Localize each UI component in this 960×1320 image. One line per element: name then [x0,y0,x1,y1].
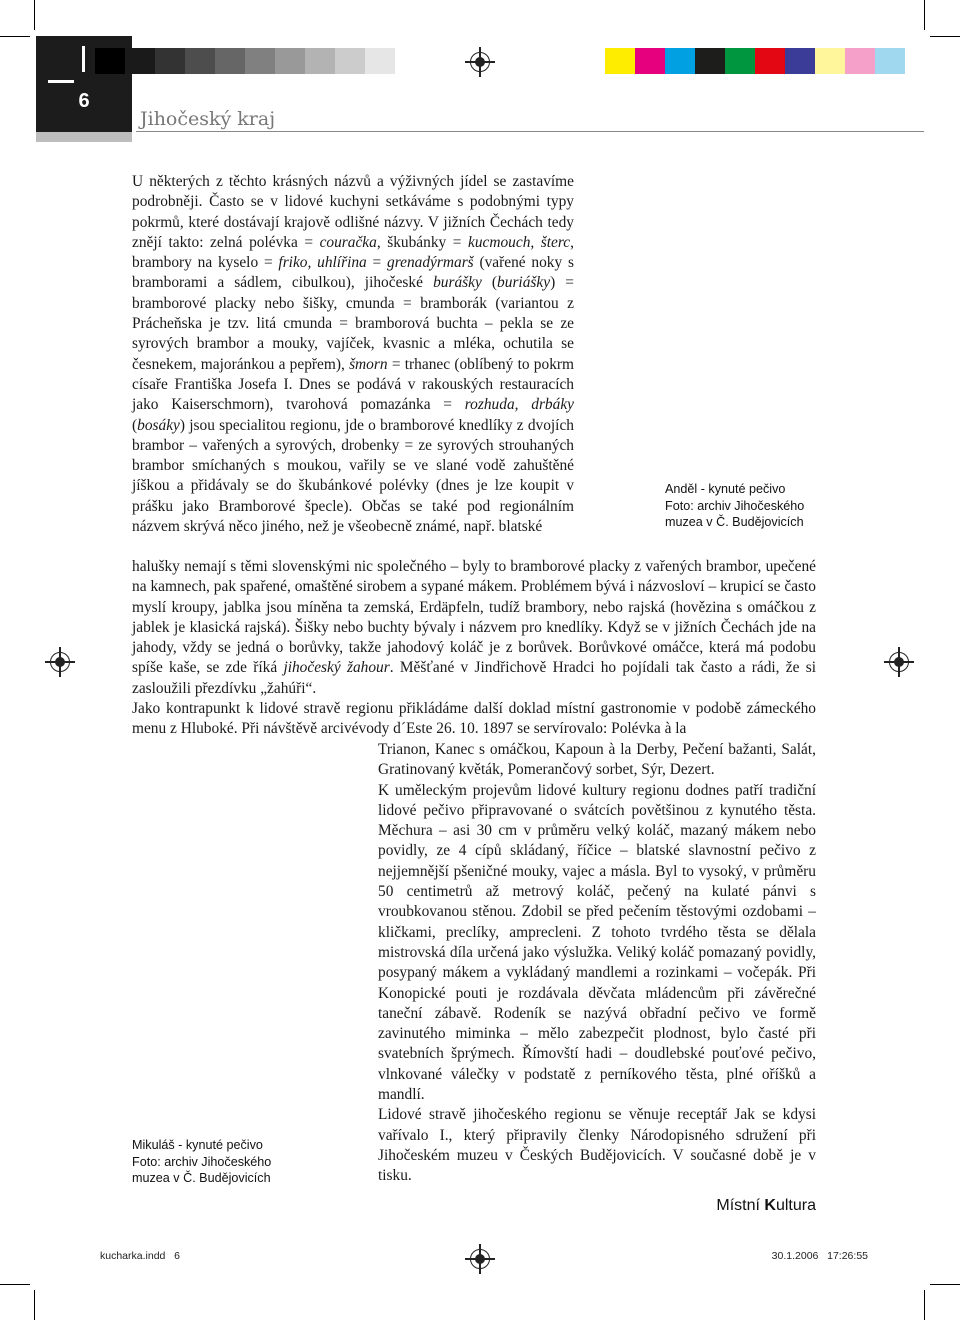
caption-mikulas: Mikuláš - kynuté pečivo Foto: archiv Jihočeského muzea v Č. Budějovicích [132,1138,272,1185]
article-wide [132,557,816,740]
crop-mark [930,36,960,37]
caption-angel: Anděl - kynuté pečivo Foto: archiv Jihočeského muzea v Č. Budějovicích [665,482,805,529]
header-rule [136,131,924,132]
color-swatch [785,48,815,74]
gray-swatch [95,48,125,74]
registration-mark-icon [50,652,70,672]
crop-mark [0,36,30,37]
registration-mark-icon [470,52,490,72]
paragraph: K uměleckým projevům lidové kultury regionu dodnes patří tradiční lidové pečivo připravované o svátcích povětšinou z kynutého těsta. Měchura – asi 30 cm v průměru velký koláč, mazaný mákem nebo povidly, ze 4 cípů skládaný, říčice – blatské slavnostní pečivo z nejjemnější pšeničné mouky, vajec a másla. Byl to vysoký, v průměru 50 centimetrů až metrový koláč, pečený na kulaté pánvi s vroubkovanou stěnou. Zdobil se před pečením těstovými ozdobami – kličkami, preclíky, amprecleni. Z tohoto tvrdého těsta se dělala mistrovská díla určená jako výslužka. Veliký koláč pomazaný povidly, posypaný mákem a vykládaný mandlemi a rozinkami – vočepák. Při Konopické pouti je rozdávala děvčata mládencům při závěrečné taneční zábavě. Rodeník se nazývá obřadní pečivo ve formě zavinutého miminka – mělo zabezpečit plodnost, bylo časté při svatebních šprýmech. Římovští hadi – doudlebské pouťové pečivo, vlnkované válečky v podstatě z perníkového těsta, plné oříšků a mandlí. [378,781,816,1104]
gray-swatch [215,48,245,74]
paragraph: U některých z těchto krásných názvů a výživných jídel se zastavíme podrobněji. Často se v lidové kuchyni setkáváme s podobnými typy pokrmů, které dostávají krajově odlišné názvy. V jižních Čechách tedy znějí takto: zelná polévka = couračka, škubánky = kucmouch, šterc, brambory na kyselo = friko, uhlířina = grenadýrmarš (vařené noky s bramborami a sádlem, cibulkou), jihočeské burášky (buriášky) = bramborové placky nebo šišky, cmunda = bramborák (variantou z Prácheňska je tzv. litá cmunda = bramborová buchta – pekla se ze syrových brambor a mouky, vajíček, kvasnic a mléka, ochutila se česnekem, majoránkou a pepřem), šmorn = trhanec (oblíbený to pokrm císaře Františka Josefa I. Dnes se podává v rakouských restauracích jako Kaiserschmorn), tvarohová pomazánka = rozhuda, drbáky (bosáky) jsou specialitou regionu, jde o bramborové knedlíky z dvojích brambor – vařených a syrových, drobenky = ze syrových strouhaných brambor smíchaných s moukou, vařily se ve slané vodě zahuštěné jíškou a přidávaly se do škubánkové polévky (dnes je lze koupit v prášku jako Bramborové špecle). Občas se také pod regionálním názvem skrývá něco jiného, než je všeobecně známé, např. blatské [132,173,574,536]
gray-swatch [155,48,185,74]
crop-mark [924,1290,925,1320]
color-swatch-bar [605,48,905,74]
gray-swatch [365,48,395,74]
crop-mark [930,1284,960,1285]
article-intro [132,172,574,537]
crop-mark [34,1290,35,1320]
page-number: 6 [78,90,90,112]
gray-swatch [185,48,215,74]
color-swatch [725,48,755,74]
color-swatch [875,48,905,74]
gray-swatch [305,48,335,74]
file-slug: kucharka.indd 6 [100,1250,180,1262]
paragraph: Jako kontrapunkt k lidové stravě regionu přikládáme další doklad místní gastronomie v podobě zámeckého menu z Hluboké. Při návštěvě arcivévody d´Este 26. 10. 1897 se servírovalo: Polévka à la [132,700,816,738]
paragraph: Trianon, Kanec s omáčkou, Kapoun à la Derby, Pečení bažanti, Salát, Gratinovaný květák, Pomerančový sorbet, Sýr, Dezert. [378,741,816,779]
crop-mark [34,0,35,30]
crop-mark [0,1284,30,1285]
gray-swatch [125,48,155,74]
color-swatch [605,48,635,74]
registration-mark-icon [889,652,909,672]
color-swatch [815,48,845,74]
header-tick [82,46,85,72]
color-swatch [665,48,695,74]
paragraph: halušky nemají s těmi slovenskými nic společného – byly to bramborové placky z vařených brambor, upečené na kamnech, pak spařené, omaštěné sirobem a sypané mákem. Problémem bývá i názvosloví – krupicí se často myslí kroupy, jablka jsou míněna ta zemská, Erdäpfeln, tudíž brambory, nebo rajská (hovězina s omáčkou z jablek je klasická rajská). Šišky nebo buchty bývaly i názvem pro knedlíky. Když se v jižních Čechách jde na jahody, vždy se jedná o borůvky, takže jahodový koláč je z borůvek. Borůvkové omáčce, která má podobu spíše kaše, se zde říká jihočeský žahour. Měšťané v Jindřichově Hradci ho pojídali tak často a rádi, že si zasloužili přezdívku „žahúři“. [132,558,816,697]
gray-swatch [245,48,275,74]
page-number-shadow [36,132,132,142]
article-right [378,740,816,1187]
paragraph: Lidové stravě jihočeského regionu se věnuje receptář Jak se kdysi vařívalo I., který připravily členky Národopisného sdružení při Jihočeském muzeu v Českých Budějovicích. V současné době je v tisku. [378,1106,816,1185]
registration-mark-icon [470,1249,490,1269]
color-swatch [695,48,725,74]
gray-swatch [335,48,365,74]
gray-swatch-bar [95,48,395,74]
gray-swatch [275,48,305,74]
footer-brand: Místní Kultura [716,1197,816,1214]
crop-mark [924,0,925,30]
header-tick [48,80,74,83]
color-swatch [845,48,875,74]
color-swatch [755,48,785,74]
print-timestamp: 30.1.2006 17:26:55 [771,1250,868,1262]
color-swatch [635,48,665,74]
section-title: Jihočeský kraj [140,108,276,130]
